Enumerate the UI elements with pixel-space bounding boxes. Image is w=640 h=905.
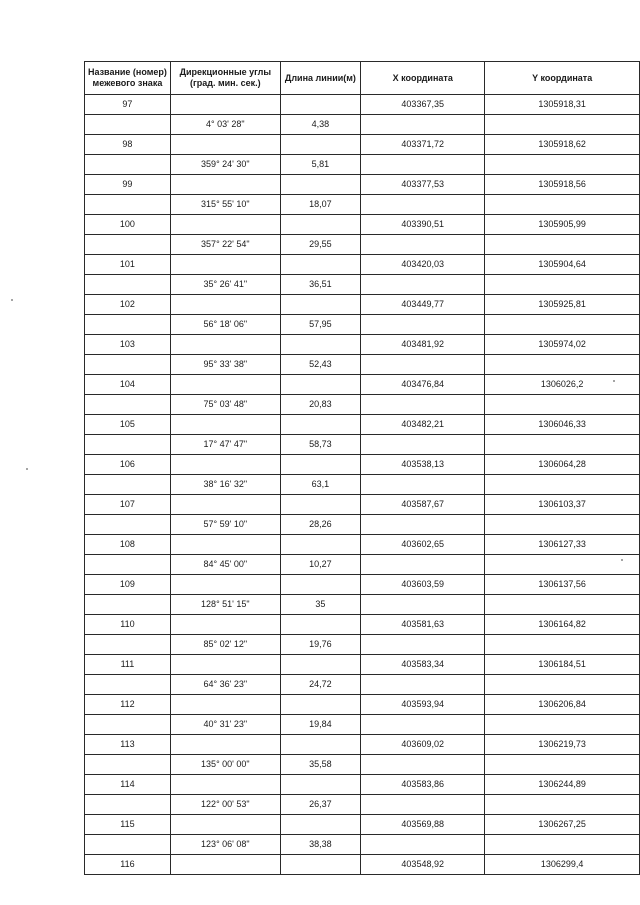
x-coordinate-cell [361,835,485,855]
mark-name-cell: 108 [85,535,171,555]
table-body [85,95,640,875]
y-coordinate-cell: 1305904,64 [485,255,640,275]
line-length-cell: 18,07 [280,195,360,215]
line-length-cell: 10,27 [280,555,360,575]
table-row [85,515,640,535]
y-coordinate-cell: 1306137,56 [485,575,640,595]
mark-name-cell [85,675,171,695]
line-length-cell [280,95,360,115]
direction-angle-cell: 128° 51' 15" [170,595,280,615]
x-coordinate-cell: 403548,92 [361,855,485,875]
direction-angle-cell [170,215,280,235]
mark-name-cell [85,835,171,855]
x-coordinate-cell: 403481,92 [361,335,485,355]
line-length-cell [280,175,360,195]
x-coordinate-cell [361,155,485,175]
table-row [85,595,640,615]
x-coordinate-cell: 403390,51 [361,215,485,235]
x-coordinate-cell: 403603,59 [361,575,485,595]
x-coordinate-cell: 403609,02 [361,735,485,755]
table-row [85,695,640,715]
y-coordinate-cell [485,395,640,415]
table-row [85,575,640,595]
line-length-cell [280,495,360,515]
direction-angle-cell: 38° 16' 32" [170,475,280,495]
direction-angle-cell [170,695,280,715]
line-length-cell [280,775,360,795]
mark-name-cell [85,635,171,655]
x-coordinate-cell [361,315,485,335]
boundary-marks-table [84,61,640,875]
table-row [85,395,640,415]
direction-angle-cell: 75° 03' 48" [170,395,280,415]
direction-angle-cell [170,255,280,275]
table-row [85,475,640,495]
y-coordinate-cell [485,475,640,495]
mark-name-cell: 107 [85,495,171,515]
x-coordinate-cell [361,715,485,735]
scan-speck [621,559,623,561]
y-coordinate-cell [485,795,640,815]
direction-angle-cell [170,375,280,395]
line-length-cell [280,215,360,235]
mark-name-cell [85,515,171,535]
direction-angle-cell: 64° 36' 23" [170,675,280,695]
y-coordinate-cell: 1306064,28 [485,455,640,475]
x-coordinate-cell: 403581,63 [361,615,485,635]
line-length-cell [280,535,360,555]
x-coordinate-cell: 403538,13 [361,455,485,475]
line-length-cell [280,295,360,315]
x-coordinate-cell [361,235,485,255]
table-row [85,835,640,855]
y-coordinate-cell [485,355,640,375]
direction-angle-cell: 95° 33' 38" [170,355,280,375]
line-length-cell [280,615,360,635]
table-row [85,655,640,675]
line-length-cell: 26,37 [280,795,360,815]
y-coordinate-cell [485,275,640,295]
table-row [85,495,640,515]
line-length-cell: 24,72 [280,675,360,695]
scan-speck [613,380,615,382]
mark-name-cell: 104 [85,375,171,395]
y-coordinate-cell: 1306244,89 [485,775,640,795]
x-coordinate-cell: 403367,35 [361,95,485,115]
table-row [85,175,640,195]
mark-name-cell: 111 [85,655,171,675]
direction-angle-cell: 4° 03' 28" [170,115,280,135]
line-length-cell: 52,43 [280,355,360,375]
line-length-cell: 58,73 [280,435,360,455]
mark-name-cell: 98 [85,135,171,155]
mark-name-cell: 99 [85,175,171,195]
x-coordinate-cell [361,395,485,415]
y-coordinate-cell [485,115,640,135]
table-row [85,535,640,555]
direction-angle-cell [170,655,280,675]
x-coordinate-cell [361,755,485,775]
direction-angle-cell [170,855,280,875]
y-coordinate-cell [485,715,640,735]
mark-name-cell [85,115,171,135]
x-coordinate-cell: 403371,72 [361,135,485,155]
x-coordinate-cell [361,795,485,815]
direction-angle-cell: 84° 45' 00" [170,555,280,575]
y-coordinate-cell: 1306299,4 [485,855,640,875]
table-row [85,795,640,815]
direction-angle-cell [170,335,280,355]
mark-name-cell: 103 [85,335,171,355]
table-row [85,815,640,835]
line-length-cell [280,815,360,835]
table-row [85,315,640,335]
mark-name-cell: 115 [85,815,171,835]
y-coordinate-cell: 1305918,31 [485,95,640,115]
line-length-cell: 28,26 [280,515,360,535]
x-coordinate-cell: 403449,77 [361,295,485,315]
x-coordinate-cell [361,115,485,135]
table-row [85,235,640,255]
mark-name-cell: 101 [85,255,171,275]
y-coordinate-cell [485,835,640,855]
y-coordinate-cell: 1306184,51 [485,655,640,675]
direction-angle-cell [170,735,280,755]
y-coordinate-cell [485,755,640,775]
header-row [85,62,640,95]
mark-name-cell [85,555,171,575]
mark-name-cell: 97 [85,95,171,115]
direction-angle-cell: 40° 31' 23" [170,715,280,735]
line-length-cell: 5,81 [280,155,360,175]
mark-name-cell [85,475,171,495]
x-coordinate-cell [361,515,485,535]
y-coordinate-cell: 1306267,25 [485,815,640,835]
direction-angle-cell [170,135,280,155]
header-mark-name: Название (номер) межевого знака [85,62,171,95]
x-coordinate-cell [361,635,485,655]
x-coordinate-cell [361,355,485,375]
x-coordinate-cell [361,475,485,495]
line-length-cell [280,255,360,275]
line-length-cell: 19,84 [280,715,360,735]
line-length-cell: 35 [280,595,360,615]
direction-angle-cell: 57° 59' 10" [170,515,280,535]
direction-angle-cell: 122° 00' 53" [170,795,280,815]
line-length-cell [280,335,360,355]
line-length-cell [280,135,360,155]
table-row [85,615,640,635]
direction-angle-cell [170,455,280,475]
table-row [85,95,640,115]
x-coordinate-cell [361,595,485,615]
direction-angle-cell [170,615,280,635]
table-row [85,715,640,735]
x-coordinate-cell: 403569,88 [361,815,485,835]
line-length-cell: 4,38 [280,115,360,135]
mark-name-cell [85,235,171,255]
y-coordinate-cell [485,435,640,455]
table-row [85,275,640,295]
line-length-cell: 36,51 [280,275,360,295]
mark-name-cell [85,795,171,815]
header-line-length: Длина линии(м) [280,62,360,95]
mark-name-cell: 106 [85,455,171,475]
y-coordinate-cell: 1306219,73 [485,735,640,755]
y-coordinate-cell: 1306164,82 [485,615,640,635]
y-coordinate-cell: 1306046,33 [485,415,640,435]
y-coordinate-cell [485,675,640,695]
mark-name-cell [85,595,171,615]
direction-angle-cell: 135° 00' 00" [170,755,280,775]
mark-name-cell [85,155,171,175]
y-coordinate-cell [485,555,640,575]
y-coordinate-cell [485,515,640,535]
x-coordinate-cell: 403377,53 [361,175,485,195]
x-coordinate-cell [361,675,485,695]
direction-angle-cell [170,775,280,795]
direction-angle-cell: 315° 55' 10" [170,195,280,215]
line-length-cell [280,655,360,675]
x-coordinate-cell: 403583,34 [361,655,485,675]
table-row [85,855,640,875]
scan-speck [11,299,13,301]
line-length-cell: 20,83 [280,395,360,415]
y-coordinate-cell: 1306206,84 [485,695,640,715]
direction-angle-cell [170,95,280,115]
y-coordinate-cell: 1305905,99 [485,215,640,235]
direction-angle-cell: 85° 02' 12" [170,635,280,655]
line-length-cell: 35,58 [280,755,360,775]
direction-angle-cell [170,495,280,515]
y-coordinate-cell: 1306103,37 [485,495,640,515]
mark-name-cell [85,755,171,775]
table-row [85,435,640,455]
header-direction-angle: Дирекционные углы (град. мин. сек.) [170,62,280,95]
mark-name-cell: 100 [85,215,171,235]
table-row [85,675,640,695]
mark-name-cell: 113 [85,735,171,755]
table-header [85,62,640,95]
line-length-cell [280,735,360,755]
x-coordinate-cell: 403587,67 [361,495,485,515]
direction-angle-cell: 123° 06' 08" [170,835,280,855]
y-coordinate-cell [485,315,640,335]
table-row [85,195,640,215]
scan-speck [26,468,28,470]
mark-name-cell: 102 [85,295,171,315]
line-length-cell: 57,95 [280,315,360,335]
mark-name-cell [85,315,171,335]
y-coordinate-cell: 1305925,81 [485,295,640,315]
x-coordinate-cell: 403593,94 [361,695,485,715]
mark-name-cell: 105 [85,415,171,435]
line-length-cell [280,375,360,395]
table-row [85,295,640,315]
y-coordinate-cell: 1305974,02 [485,335,640,355]
table-row [85,775,640,795]
mark-name-cell: 110 [85,615,171,635]
x-coordinate-cell: 403602,65 [361,535,485,555]
line-length-cell: 29,55 [280,235,360,255]
table-row [85,135,640,155]
table-row [85,415,640,435]
direction-angle-cell [170,175,280,195]
table-row [85,355,640,375]
direction-angle-cell: 35° 26' 41" [170,275,280,295]
x-coordinate-cell [361,275,485,295]
x-coordinate-cell: 403482,21 [361,415,485,435]
x-coordinate-cell [361,195,485,215]
mark-name-cell: 116 [85,855,171,875]
x-coordinate-cell [361,435,485,455]
direction-angle-cell: 17° 47' 47" [170,435,280,455]
mark-name-cell [85,355,171,375]
y-coordinate-cell [485,195,640,215]
table-row [85,255,640,275]
mark-name-cell: 109 [85,575,171,595]
y-coordinate-cell [485,635,640,655]
table-row [85,115,640,135]
y-coordinate-cell [485,595,640,615]
table-row [85,755,640,775]
mark-name-cell [85,715,171,735]
line-length-cell [280,415,360,435]
direction-angle-cell: 359° 24' 30" [170,155,280,175]
line-length-cell [280,695,360,715]
x-coordinate-cell: 403476,84 [361,375,485,395]
table-row [85,215,640,235]
x-coordinate-cell: 403583,86 [361,775,485,795]
line-length-cell: 38,38 [280,835,360,855]
direction-angle-cell [170,815,280,835]
direction-angle-cell [170,535,280,555]
mark-name-cell [85,275,171,295]
header-x-coordinate: X координата [361,62,485,95]
y-coordinate-cell [485,155,640,175]
table-row [85,155,640,175]
y-coordinate-cell: 1306026,2 [485,375,640,395]
table-row [85,455,640,475]
table-row [85,735,640,755]
direction-angle-cell [170,415,280,435]
table-row [85,375,640,395]
y-coordinate-cell: 1305918,62 [485,135,640,155]
line-length-cell: 19,76 [280,635,360,655]
y-coordinate-cell: 1306127,33 [485,535,640,555]
direction-angle-cell [170,295,280,315]
y-coordinate-cell: 1305918,56 [485,175,640,195]
line-length-cell [280,855,360,875]
mark-name-cell: 114 [85,775,171,795]
direction-angle-cell: 56° 18' 06" [170,315,280,335]
y-coordinate-cell [485,235,640,255]
mark-name-cell: 112 [85,695,171,715]
mark-name-cell [85,195,171,215]
x-coordinate-cell [361,555,485,575]
table-row [85,335,640,355]
header-y-coordinate: Y координата [485,62,640,95]
table-row [85,555,640,575]
line-length-cell: 63,1 [280,475,360,495]
direction-angle-cell: 357° 22' 54" [170,235,280,255]
table-row [85,635,640,655]
line-length-cell [280,455,360,475]
direction-angle-cell [170,575,280,595]
x-coordinate-cell: 403420,03 [361,255,485,275]
mark-name-cell [85,395,171,415]
mark-name-cell [85,435,171,455]
line-length-cell [280,575,360,595]
